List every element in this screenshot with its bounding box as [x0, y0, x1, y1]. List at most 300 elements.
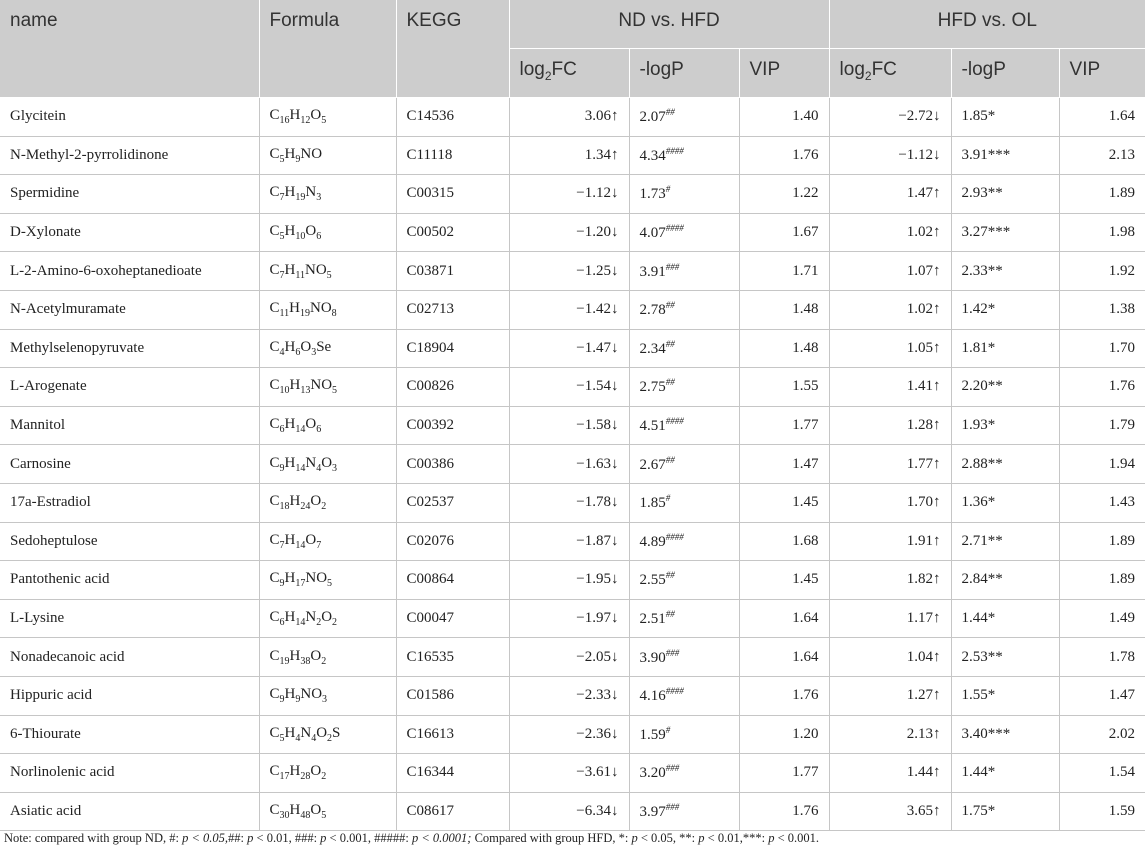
formula-subscript: 5	[321, 115, 327, 127]
formula-subscript: 2	[332, 617, 338, 629]
cell-logp-hfd-ol: 2.20**	[951, 368, 1059, 407]
table-row	[0, 561, 1145, 600]
formula-subscript: 6	[316, 424, 322, 436]
cell-formula	[259, 213, 396, 252]
formula-element: N	[305, 609, 317, 626]
footnote-segment: Compared with group HFD, *:	[471, 831, 632, 845]
cell-logp-nd-hfd	[629, 213, 739, 252]
cell-formula	[259, 754, 396, 793]
formula-subscript: 8	[331, 308, 337, 320]
cell-vip-nd-hfd: 1.47	[739, 445, 829, 484]
formula-subscript: 9	[279, 694, 285, 706]
formula-subscript: 7	[316, 539, 322, 551]
cell-formula	[259, 406, 396, 445]
logp-value: 4.34	[639, 147, 666, 164]
formula-subscript: 2	[321, 771, 327, 783]
cell-name: Pantothenic acid	[0, 561, 259, 600]
logp-value: 2.78	[639, 302, 666, 319]
cell-log2fc-hfd-ol: 1.77↑	[829, 445, 951, 484]
formula-subscript: 30	[279, 809, 290, 821]
formula-element: H	[284, 338, 296, 355]
cell-name: Glycitein	[0, 98, 259, 137]
cell-formula	[259, 483, 396, 522]
formula-element: O	[321, 609, 333, 626]
formula-element: H	[284, 724, 296, 741]
cell-log2fc-nd-hfd: −1.97↓	[509, 599, 629, 638]
formula-element: O	[310, 801, 322, 818]
formula-element: H	[284, 261, 296, 278]
cell-formula	[259, 638, 396, 677]
logp-value: 1.59	[639, 726, 666, 743]
cell-name: 17a-Estradiol	[0, 483, 259, 522]
table-row	[0, 638, 1145, 677]
significance-mark: ###	[665, 261, 680, 272]
cell-logp-nd-hfd	[629, 792, 739, 831]
formula-subscript: 9	[295, 694, 301, 706]
cell-kegg: C02713	[396, 290, 509, 329]
cell-vip-nd-hfd: 1.68	[739, 522, 829, 561]
cell-vip-hfd-ol: 2.13	[1059, 136, 1145, 175]
cell-logp-hfd-ol: 2.53**	[951, 638, 1059, 677]
formula-subscript: 28	[300, 771, 311, 783]
formula-subscript: 2	[321, 655, 327, 667]
cell-vip-nd-hfd: 1.22	[739, 175, 829, 214]
cell-logp-nd-hfd	[629, 136, 739, 175]
formula-element: C	[269, 609, 280, 626]
formula-element: NO	[310, 300, 332, 317]
header-logp-2: -logP	[951, 49, 1059, 98]
formula-subscript: 5	[279, 153, 285, 165]
formula-subscript: 2	[321, 501, 327, 513]
cell-log2fc-nd-hfd: −3.61↓	[509, 754, 629, 793]
formula-subscript: 24	[300, 501, 311, 513]
cell-vip-hfd-ol: 1.38	[1059, 290, 1145, 329]
cell-vip-nd-hfd: 1.71	[739, 252, 829, 291]
cell-vip-nd-hfd: 1.77	[739, 754, 829, 793]
cell-vip-nd-hfd: 1.76	[739, 792, 829, 831]
cell-log2fc-nd-hfd: 3.06↑	[509, 98, 629, 137]
formula-element: H	[284, 686, 296, 703]
cell-log2fc-hfd-ol: 1.02↑	[829, 213, 951, 252]
cell-log2fc-nd-hfd: −1.47↓	[509, 329, 629, 368]
cell-vip-hfd-ol: 1.89	[1059, 561, 1145, 600]
formula-element: H	[284, 145, 296, 162]
cell-formula	[259, 252, 396, 291]
cell-vip-nd-hfd: 1.77	[739, 406, 829, 445]
footnote-segment: p	[698, 831, 705, 845]
formula-subscript: 4	[295, 732, 301, 744]
cell-vip-hfd-ol: 1.49	[1059, 599, 1145, 638]
cell-logp-hfd-ol: 1.85*	[951, 98, 1059, 137]
header-formula: Formula	[259, 0, 396, 98]
formula-subscript: 12	[300, 115, 311, 127]
significance-mark: ####	[665, 145, 684, 156]
footnote-segment: < 0.05, **:	[637, 831, 699, 845]
cell-formula	[259, 136, 396, 175]
formula-element: N	[300, 724, 312, 741]
formula-subscript: 10	[279, 385, 290, 397]
formula-subscript: 10	[295, 231, 306, 243]
formula-subscript: 6	[279, 424, 285, 436]
logp-value: 2.55	[639, 572, 666, 589]
footnote-segment: < 0.01, ###:	[253, 831, 321, 845]
formula-subscript: 19	[279, 655, 290, 667]
cell-vip-hfd-ol: 1.92	[1059, 252, 1145, 291]
cell-logp-nd-hfd	[629, 483, 739, 522]
cell-logp-hfd-ol: 1.93*	[951, 406, 1059, 445]
formula-element: H	[284, 454, 296, 471]
cell-log2fc-nd-hfd: −1.87↓	[509, 522, 629, 561]
cell-name: L-2-Amino-6-oxoheptanedioate	[0, 252, 259, 291]
cell-name: 6-Thiourate	[0, 715, 259, 754]
cell-logp-nd-hfd	[629, 715, 739, 754]
cell-logp-hfd-ol: 2.88**	[951, 445, 1059, 484]
cell-log2fc-hfd-ol: 2.13↑	[829, 715, 951, 754]
formula-subscript: 5	[279, 732, 285, 744]
cell-name: N-Methyl-2-pyrrolidinone	[0, 136, 259, 175]
cell-log2fc-hfd-ol: −1.12↓	[829, 136, 951, 175]
formula-element: C	[269, 416, 280, 433]
significance-mark: ##	[665, 570, 675, 581]
logp-value: 2.75	[639, 379, 666, 396]
cell-logp-hfd-ol: 3.40***	[951, 715, 1059, 754]
formula-element: O	[310, 647, 322, 664]
cell-vip-hfd-ol: 1.89	[1059, 522, 1145, 561]
significance-mark: #	[665, 184, 671, 195]
cell-logp-nd-hfd	[629, 638, 739, 677]
formula-element: NO	[300, 686, 323, 703]
table-row	[0, 792, 1145, 831]
significance-mark: ####	[665, 686, 684, 697]
formula-subscript: 3	[316, 192, 322, 204]
formula-element: H	[284, 223, 296, 240]
cell-logp-nd-hfd	[629, 599, 739, 638]
formula-subscript: 9	[279, 462, 285, 474]
formula-subscript: 7	[279, 269, 285, 281]
formula-element: H	[284, 416, 296, 433]
formula-element: C	[269, 801, 280, 818]
formula-element: H	[289, 763, 301, 780]
formula-element: O	[305, 223, 317, 240]
formula-subscript: 19	[300, 308, 310, 320]
cell-log2fc-hfd-ol: −2.72↓	[829, 98, 951, 137]
formula-element: C	[269, 145, 280, 162]
formula-element: C	[269, 454, 280, 471]
cell-vip-hfd-ol: 1.47	[1059, 676, 1145, 715]
cell-log2fc-hfd-ol: 1.17↑	[829, 599, 951, 638]
cell-kegg: C16535	[396, 638, 509, 677]
cell-name: Nonadecanoic acid	[0, 638, 259, 677]
table-row	[0, 98, 1145, 137]
formula-element: C	[269, 647, 280, 664]
formula-subscript: 16	[279, 115, 290, 127]
logp-value: 4.16	[639, 688, 666, 705]
header-vip-2: VIP	[1059, 49, 1145, 98]
cell-name: L-Lysine	[0, 599, 259, 638]
cell-log2fc-hfd-ol: 1.27↑	[829, 676, 951, 715]
cell-vip-nd-hfd: 1.48	[739, 290, 829, 329]
table-row	[0, 290, 1145, 329]
logp-value: 2.51	[639, 611, 666, 628]
header-vip-1: VIP	[739, 49, 829, 98]
cell-logp-nd-hfd	[629, 98, 739, 137]
significance-mark: ###	[665, 801, 680, 812]
cell-vip-hfd-ol: 1.89	[1059, 175, 1145, 214]
header-group-nd-vs-hfd: ND vs. HFD	[509, 0, 829, 49]
cell-log2fc-nd-hfd: −1.12↓	[509, 175, 629, 214]
formula-element: H	[289, 377, 301, 394]
formula-subscript: 6	[279, 617, 285, 629]
cell-log2fc-nd-hfd: −1.42↓	[509, 290, 629, 329]
cell-logp-nd-hfd	[629, 561, 739, 600]
significance-mark: ###	[665, 647, 680, 658]
cell-vip-hfd-ol: 1.64	[1059, 98, 1145, 137]
formula-element: C	[269, 493, 280, 510]
cell-name: N-Acetylmuramate	[0, 290, 259, 329]
cell-vip-hfd-ol: 1.76	[1059, 368, 1145, 407]
formula-subscript: 2	[327, 732, 333, 744]
formula-element: H	[289, 801, 301, 818]
significance-mark: ####	[665, 416, 684, 427]
cell-vip-nd-hfd: 1.64	[739, 599, 829, 638]
formula-subscript: 7	[279, 192, 285, 204]
cell-kegg: C08617	[396, 792, 509, 831]
cell-kegg: C16613	[396, 715, 509, 754]
cell-name: Hippuric acid	[0, 676, 259, 715]
cell-logp-nd-hfd	[629, 445, 739, 484]
table-row	[0, 522, 1145, 561]
cell-vip-nd-hfd: 1.48	[739, 329, 829, 368]
cell-logp-hfd-ol: 3.27***	[951, 213, 1059, 252]
formula-subscript: 2	[316, 617, 322, 629]
logp-value: 4.51	[639, 418, 666, 435]
formula-element: NO	[300, 145, 323, 162]
logp-value: 4.07	[639, 225, 666, 242]
header-kegg: KEGG	[396, 0, 509, 98]
cell-log2fc-hfd-ol: 1.04↑	[829, 638, 951, 677]
formula-element: C	[269, 570, 280, 587]
formula-subscript: 9	[279, 578, 285, 590]
significance-mark: ##	[665, 300, 675, 311]
formula-element: O	[321, 454, 333, 471]
cell-log2fc-hfd-ol: 1.07↑	[829, 252, 951, 291]
cell-log2fc-nd-hfd: −1.20↓	[509, 213, 629, 252]
cell-log2fc-nd-hfd: −1.63↓	[509, 445, 629, 484]
formula-element: O	[316, 724, 328, 741]
cell-logp-hfd-ol: 1.44*	[951, 599, 1059, 638]
cell-formula	[259, 522, 396, 561]
formula-element: C	[269, 763, 280, 780]
significance-mark: ##	[665, 454, 675, 465]
cell-vip-nd-hfd: 1.55	[739, 368, 829, 407]
formula-element: NO	[305, 570, 328, 587]
table-row	[0, 715, 1145, 754]
formula-element: H	[284, 570, 296, 587]
table-row	[0, 754, 1145, 793]
cell-log2fc-hfd-ol: 1.05↑	[829, 329, 951, 368]
cell-vip-nd-hfd: 1.64	[739, 638, 829, 677]
cell-logp-hfd-ol: 3.91***	[951, 136, 1059, 175]
cell-logp-nd-hfd	[629, 676, 739, 715]
formula-subscript: 3	[332, 462, 338, 474]
cell-logp-hfd-ol: 1.75*	[951, 792, 1059, 831]
cell-formula	[259, 676, 396, 715]
formula-element: C	[269, 261, 280, 278]
formula-subscript: 4	[311, 732, 317, 744]
table-row	[0, 175, 1145, 214]
cell-logp-hfd-ol: 2.84**	[951, 561, 1059, 600]
cell-logp-nd-hfd	[629, 368, 739, 407]
footnote-segment: p < 0.0001;	[411, 831, 472, 845]
formula-element: H	[289, 647, 301, 664]
cell-name: Methylselenopyruvate	[0, 329, 259, 368]
cell-logp-hfd-ol: 1.81*	[951, 329, 1059, 368]
significance-mark: ####	[665, 531, 684, 542]
cell-log2fc-hfd-ol: 1.47↑	[829, 175, 951, 214]
cell-name: Sedoheptulose	[0, 522, 259, 561]
formula-element: NO	[305, 261, 327, 278]
table-footnote	[4, 831, 819, 846]
logp-value: 2.34	[639, 340, 666, 357]
cell-log2fc-hfd-ol: 1.82↑	[829, 561, 951, 600]
cell-vip-nd-hfd: 1.76	[739, 136, 829, 175]
footnote-segment: p	[247, 831, 254, 845]
formula-element: O	[300, 338, 312, 355]
cell-logp-nd-hfd	[629, 290, 739, 329]
formula-element: O	[310, 763, 322, 780]
cell-log2fc-nd-hfd: −1.25↓	[509, 252, 629, 291]
footnote-segment: p	[768, 831, 775, 845]
logp-value: 1.85	[639, 495, 666, 512]
cell-logp-hfd-ol: 2.33**	[951, 252, 1059, 291]
formula-element: C	[269, 184, 280, 201]
formula-subscript: 3	[322, 694, 328, 706]
cell-vip-hfd-ol: 1.79	[1059, 406, 1145, 445]
header-logp-1: -logP	[629, 49, 739, 98]
cell-vip-hfd-ol: 1.94	[1059, 445, 1145, 484]
cell-logp-nd-hfd	[629, 754, 739, 793]
formula-element: NO	[310, 377, 333, 394]
formula-subscript: 38	[300, 655, 311, 667]
significance-mark: ####	[665, 223, 684, 234]
formula-subscript: 5	[332, 385, 338, 397]
formula-subscript: 13	[300, 385, 311, 397]
cell-log2fc-nd-hfd: −2.05↓	[509, 638, 629, 677]
formula-element: H	[284, 184, 296, 201]
cell-log2fc-hfd-ol: 3.65↑	[829, 792, 951, 831]
significance-mark: ##	[665, 377, 675, 388]
cell-kegg: C16344	[396, 754, 509, 793]
formula-subscript: 14	[295, 539, 306, 551]
cell-formula	[259, 368, 396, 407]
formula-subscript: 6	[316, 231, 322, 243]
cell-kegg: C03871	[396, 252, 509, 291]
formula-element: H	[289, 107, 301, 124]
formula-element: H	[289, 300, 300, 317]
formula-subscript: 11	[295, 269, 305, 281]
cell-formula	[259, 290, 396, 329]
significance-mark: ###	[665, 763, 680, 774]
logp-value: 1.73	[639, 186, 666, 203]
cell-log2fc-nd-hfd: 1.34↑	[509, 136, 629, 175]
cell-log2fc-hfd-ol: 1.70↑	[829, 483, 951, 522]
cell-logp-hfd-ol: 1.44*	[951, 754, 1059, 793]
formula-element: O	[305, 416, 317, 433]
cell-log2fc-hfd-ol: 1.41↑	[829, 368, 951, 407]
cell-log2fc-nd-hfd: −2.33↓	[509, 676, 629, 715]
cell-log2fc-hfd-ol: 1.28↑	[829, 406, 951, 445]
formula-subscript: 17	[279, 771, 290, 783]
formula-element: C	[269, 686, 280, 703]
formula-element: O	[310, 107, 322, 124]
formula-subscript: 5	[321, 809, 327, 821]
formula-subscript: 5	[279, 231, 285, 243]
cell-logp-nd-hfd	[629, 329, 739, 368]
table-row	[0, 445, 1145, 484]
cell-name: Spermidine	[0, 175, 259, 214]
formula-element: C	[269, 531, 280, 548]
formula-subscript: 5	[326, 269, 332, 281]
formula-subscript: 48	[300, 809, 311, 821]
cell-logp-hfd-ol: 1.42*	[951, 290, 1059, 329]
cell-log2fc-nd-hfd: −6.34↓	[509, 792, 629, 831]
cell-logp-hfd-ol: 1.55*	[951, 676, 1059, 715]
cell-kegg: C14536	[396, 98, 509, 137]
formula-element: H	[284, 609, 296, 626]
cell-vip-nd-hfd: 1.40	[739, 98, 829, 137]
cell-formula	[259, 445, 396, 484]
cell-kegg: C02537	[396, 483, 509, 522]
cell-formula	[259, 175, 396, 214]
formula-subscript: 5	[327, 578, 333, 590]
formula-element: C	[269, 377, 280, 394]
logp-value: 3.91	[639, 263, 666, 280]
formula-element: C	[269, 223, 280, 240]
footnote-segment: ##:	[228, 831, 248, 845]
cell-log2fc-nd-hfd: −1.58↓	[509, 406, 629, 445]
cell-log2fc-nd-hfd: −2.36↓	[509, 715, 629, 754]
cell-kegg: C00386	[396, 445, 509, 484]
formula-subscript: 7	[279, 539, 285, 551]
cell-formula	[259, 329, 396, 368]
logp-value: 3.20	[639, 765, 666, 782]
cell-kegg: C00047	[396, 599, 509, 638]
table-row	[0, 599, 1145, 638]
table-row	[0, 136, 1145, 175]
cell-vip-nd-hfd: 1.76	[739, 676, 829, 715]
cell-logp-hfd-ol: 2.71**	[951, 522, 1059, 561]
cell-name: D-Xylonate	[0, 213, 259, 252]
footnote-segment: p	[631, 831, 638, 845]
table-row	[0, 252, 1145, 291]
footnote-segment: p	[320, 831, 327, 845]
table-row	[0, 213, 1145, 252]
cell-vip-nd-hfd: 1.67	[739, 213, 829, 252]
cell-logp-nd-hfd	[629, 252, 739, 291]
cell-vip-hfd-ol: 2.02	[1059, 715, 1145, 754]
formula-element: C	[269, 338, 280, 355]
formula-subscript: 17	[295, 578, 306, 590]
cell-logp-nd-hfd	[629, 522, 739, 561]
cell-kegg: C00502	[396, 213, 509, 252]
logp-value: 4.89	[639, 533, 666, 550]
cell-kegg: C00315	[396, 175, 509, 214]
formula-element: O	[310, 493, 322, 510]
logp-value: 3.90	[639, 649, 666, 666]
formula-element: C	[269, 724, 280, 741]
table-row	[0, 483, 1145, 522]
formula-element: N	[305, 184, 317, 201]
